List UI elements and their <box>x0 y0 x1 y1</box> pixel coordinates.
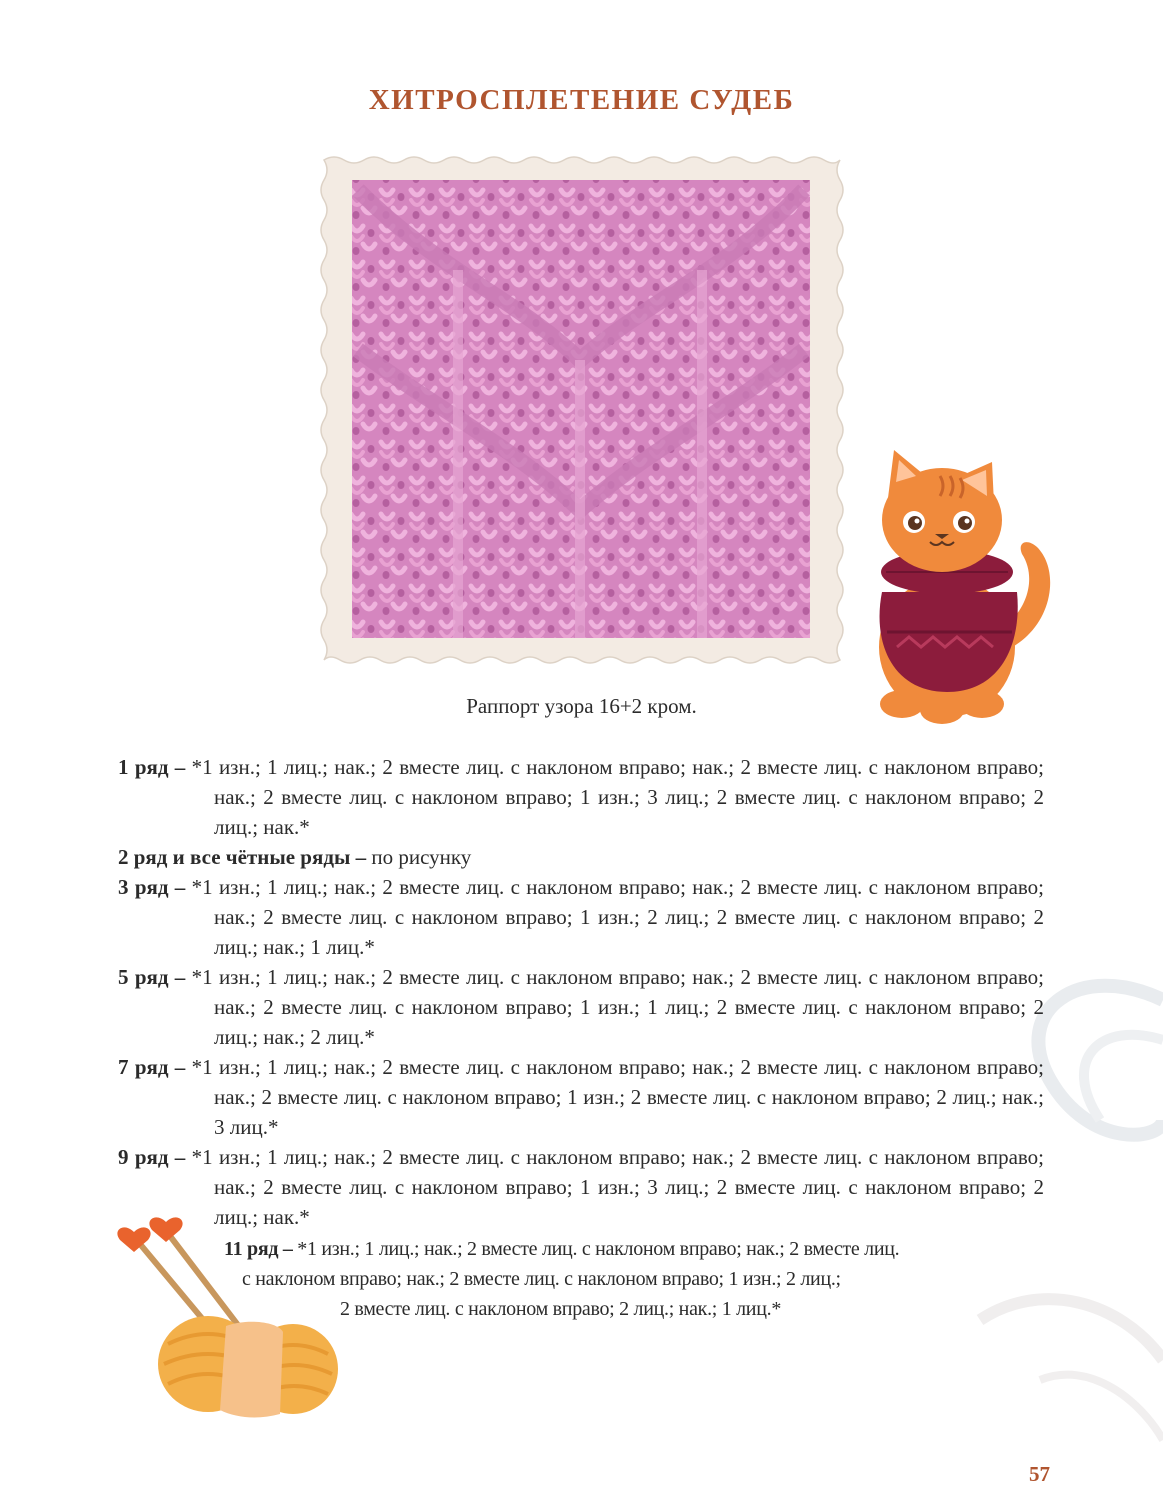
row-3-label: 3 ряд – <box>118 875 186 899</box>
row-7-text: *1 изн.; 1 лиц.; нак.; 2 вместе лиц. с наклоном вправо; нак.; 2 вместе лиц. с наклоном вправо; нак.; 2 вместе лиц. с наклоном вправо; 1 изн.; 2 вместе лиц. с наклоном вправо; 2 лиц.; нак.; 3 лиц.* <box>191 1055 1045 1139</box>
row-3-text: *1 изн.; 1 лиц.; нак.; 2 вместе лиц. с наклоном вправо; нак.; 2 вместе лиц. с наклоном вправо; нак.; 2 вместе лиц. с наклоном вправо; 1 изн.; 2 лиц.; 2 вместе лиц. с наклоном вправо; 2 лиц.; нак.; 1 лиц.* <box>191 875 1045 959</box>
row-1-label: 1 ряд – <box>118 755 186 779</box>
rapport-caption: Раппорт узора 16+2 кром. <box>466 694 697 718</box>
row-11-text-1: *1 изн.; 1 лиц.; нак.; 2 вместе лиц. с наклоном вправо; нак.; 2 вместе лиц. <box>297 1238 900 1260</box>
row-7-label: 7 ряд – <box>118 1055 186 1079</box>
row-1-text: *1 изн.; 1 лиц.; нак.; 2 вместе лиц. с наклоном вправо; нак.; 2 вместе лиц. с наклоном вправо; нак.; 2 вместе лиц. с наклоном вправо; 1 изн.; 3 лиц.; 2 вместе лиц. с наклоном вправо; 2 лиц.; нак.* <box>191 755 1045 839</box>
row-even <box>118 842 1044 872</box>
row-9-label: 9 ряд – <box>118 1145 186 1169</box>
yarn-ball-with-needles-illustration <box>108 1214 348 1429</box>
swatch-photo-frame <box>318 150 846 670</box>
row-even-text: по рисунку <box>371 845 472 869</box>
cat-in-sweater-illustration <box>852 442 1052 732</box>
row-3 <box>118 872 1044 962</box>
row-5-text: *1 изн.; 1 лиц.; нак.; 2 вместе лиц. с наклоном вправо; нак.; 2 вместе лиц. с наклоном вправо; нак.; 2 вместе лиц. с наклоном вправо; 1 изн.; 1 лиц.; 2 вместе лиц. с наклоном вправо; 2 лиц.; нак.; 2 лиц.* <box>191 965 1045 1049</box>
knitting-swatch-photo <box>318 150 846 670</box>
row-7 <box>118 1052 1044 1142</box>
row-11-label: 11 ряд – <box>224 1238 293 1260</box>
row-11-text-3: 2 вместе лиц. с наклоном вправо; 2 лиц.; нак.; 1 лиц.* <box>340 1298 782 1320</box>
row-even-label: 2 ряд и все чётные ряды – <box>118 845 367 869</box>
instructions-list <box>118 752 1044 1232</box>
row-5 <box>118 962 1044 1052</box>
row-9-text: *1 изн.; 1 лиц.; нак.; 2 вместе лиц. с наклоном вправо; нак.; 2 вместе лиц. с наклоном вправо; нак.; 2 вместе лиц. с наклоном вправо; 1 изн.; 3 лиц.; 2 вместе лиц. с наклоном вправо; 2 лиц.; нак.* <box>191 1145 1045 1229</box>
row-11-text-2: с наклоном вправо; нак.; 2 вместе лиц. с наклоном вправо; 1 изн.; 2 лиц.; <box>242 1268 841 1290</box>
page-title: ХИТРОСПЛЕТЕНИЕ СУДЕБ <box>368 84 795 116</box>
row-1 <box>118 752 1044 842</box>
page-number: 57 <box>1029 1462 1050 1486</box>
row-5-label: 5 ряд – <box>118 965 186 989</box>
